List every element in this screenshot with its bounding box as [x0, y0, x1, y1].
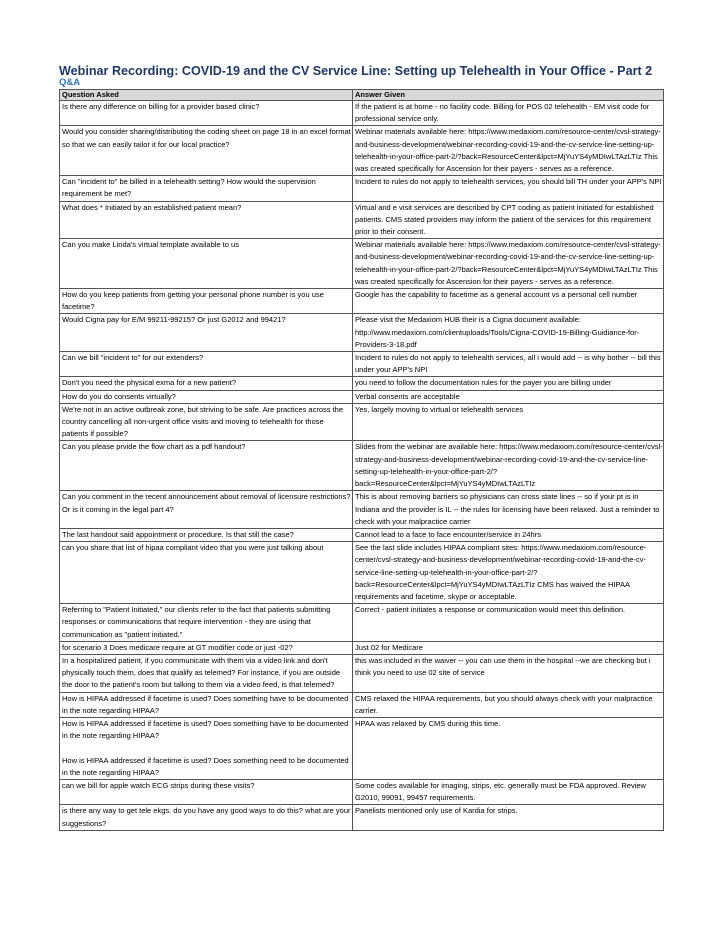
- question-cell: is there any way to get tele ekgs. do you have any good ways to do this? what are your suggestions?: [60, 805, 353, 830]
- answer-cell: Just 02 for Medicare: [353, 641, 664, 654]
- answer-cell: Virtual and e visit services are described by CPT coding as patient initiated for established patients. CMS stated providers may inform the patient of the services for this requirement prior to their consent.: [353, 201, 664, 239]
- table-row: [60, 528, 664, 541]
- question-cell: Can we bill "incident to" for our extenders?: [60, 352, 353, 377]
- answer-cell: Please visit the Medaxiom HUB their is a Cigna document available: http://www.medaxiom.com/clientuploads/Tools/Cigna-COVID-19-Billing-Guidiance-for-Providers-3-18.pdf: [353, 314, 664, 352]
- document-page: [59, 64, 663, 831]
- column-header-answer: Answer Given: [353, 90, 664, 101]
- answer-cell: Slides from the webinar are available here: https://www.medaxiom.com/resource-center/cvsl-strategy-and-business-development/webinar-recording-covid-19-and-the-cv-service-line-setting-up-telehealth-in-your-office-part-2/?back=ResourceCenter&lpct=MjYuYS4yMDIwLTAzLTIz: [353, 441, 664, 491]
- table-row: [60, 542, 664, 604]
- question-cell: Don't you need the physical exma for a new patient?: [60, 377, 353, 390]
- answer-cell: Cannot lead to a face to face encounter/service in 24hrs: [353, 528, 664, 541]
- answer-cell: this was included in the waiver -- you can use them in the hospital --we are checking but i think you need to use 02 site of service: [353, 654, 664, 692]
- table-row: [60, 641, 664, 654]
- answer-cell: you need to follow the documentation rules for the payer you are billing under: [353, 377, 664, 390]
- table-row: [60, 717, 664, 779]
- table-row: [60, 805, 664, 830]
- table-row: [60, 491, 664, 529]
- question-cell: In a hospitalized patient, if you communicate with them via a video link and don't physically touch them, does that qualify as telemed? For instance, if you are outside the door to the patient's room but talking to them via a video feed, is that telemed?: [60, 654, 353, 692]
- question-cell: Referring to "Patient Initiated," our clients refer to the fact that patients submitting responses or communications that require intervention - they are using that communication as "patient initiated.": [60, 604, 353, 642]
- page-subtitle: Q&A: [59, 77, 81, 88]
- question-cell: The last handout said appointment or procedure. Is that still the case?: [60, 528, 353, 541]
- question-cell: Would Cigna pay for E/M 99211-99215? Or just G2012 and 99421?: [60, 314, 353, 352]
- question-cell: Can "incident to" be billed in a telehealth setting? How would the supervision requirement be met?: [60, 176, 353, 201]
- answer-cell: Google has the capability to facetime as a general account vs a personal cell number: [353, 289, 664, 314]
- answer-cell: Webinar materials available here: https://www.medaxiom.com/resource-center/cvsl-strategy-and-business-development/webinar-recording-covid-19-and-the-cv-service-line-setting-up-telehealth-in-your-office-part-2/?back=ResourceCenter&lpct=MjYuYS4yMDIwLTAzLTIz This was created specifically for Ascension for their payers - serves as a reference.: [353, 126, 664, 176]
- question-cell: Can you comment in the recent announcement about removal of licensure restrictions? Or is it coming in the legal part 4?: [60, 491, 353, 529]
- table-body: [60, 101, 664, 831]
- table-row: [60, 390, 664, 403]
- answer-cell: Verbal consents are acceptable: [353, 390, 664, 403]
- question-cell: How is HIPAA addressed if facetime is used? Does something have to be documented in the note regarding HIPAA?: [60, 692, 353, 717]
- table-row: [60, 314, 664, 352]
- answer-cell: Incident to rules do not apply to telehealth services, all i would add -- is why bother -- bill this under your APP's NPI: [353, 352, 664, 377]
- table-row: [60, 176, 664, 201]
- table-row: [60, 289, 664, 314]
- table-row: [60, 101, 664, 126]
- answer-cell: Some codes available for imaging, strips, etc. generally must be FDA approved. Review G2010, 99091, 99457 requirements.: [353, 779, 664, 804]
- qa-table: [59, 89, 664, 831]
- question-cell: How do you do consents virtually?: [60, 390, 353, 403]
- table-row: [60, 403, 664, 441]
- table-row: [60, 692, 664, 717]
- table-row: [60, 654, 664, 692]
- question-cell: can we bill for apple watch ECG strips during these visits?: [60, 779, 353, 804]
- question-cell: We're not in an active outbreak zone, but striving to be safe. Are practices across the country cancelling all non-urgent office visits and moving to telehealth for those patients if possible?: [60, 403, 353, 441]
- question-cell: What does * Initiated by an established patient mean?: [60, 201, 353, 239]
- answer-cell: This is about removing barriers so physicians can cross state lines -- so if your pt is in Indiana and the provider is IL -- the rules for licensing have been relaxed. Just a reminder to check with your malpractice carrier: [353, 491, 664, 529]
- question-cell: Can you make Linda's virtual template available to us: [60, 239, 353, 289]
- table-row: [60, 126, 664, 176]
- answer-cell: HPAA was relaxed by CMS during this time.: [353, 717, 664, 779]
- question-cell: Would you consider sharing/distributing the coding sheet on page 18 in an excel format so that we can easily tailor it for our local practice?: [60, 126, 353, 176]
- question-cell: How do you keep patients from getting your personal phone number is you use facetime?: [60, 289, 353, 314]
- answer-cell: If the patient is at home - no facility code. Billing for POS 02 telehealth - EM visit code for professional service only.: [353, 101, 664, 126]
- question-cell: Can you please prvide the flow chart as a pdf handout?: [60, 441, 353, 491]
- answer-cell: Webinar materials available here: https://www.medaxiom.com/resource-center/cvsl-strategy-and-business-development/webinar-recording-covid-19-and-the-cv-service-line-setting-up-telehealth-in-your-office-part-2/?back=ResourceCenter&lpct=MjYuYS4yMDIwLTAzLTIz This was created specifically for Ascension for their payers - serves as a reference.: [353, 239, 664, 289]
- answer-cell: Panelists mentioned only use of Kardia for strips.: [353, 805, 664, 830]
- answer-cell: See the last slide includes HIPAA compliant sites: https://www.medaxiom.com/resource-center/cvsl-strategy-and-business-development/webinar-recording-covid-19-and-the-cv-service-line-setting-up-telehealth-in-your-office-part-2/?back=ResourceCenter&lpct=MjYuYS4yMDIwLTAzLTIz CMS has waived the HIPAA requirements and facetime, skype or acceptable.: [353, 542, 664, 604]
- table-row: [60, 441, 664, 491]
- answer-cell: Correct - patient initiates a response or communication would meet this definition.: [353, 604, 664, 642]
- question-cell: Is there any difference on billing for a provider based clinic?: [60, 101, 353, 126]
- answer-cell: CMS relaxed the HIPAA requirements, but you should always check with your malpractice carrier.: [353, 692, 664, 717]
- column-header-question: Question Asked: [60, 90, 353, 101]
- answer-cell: Yes, largely moving to virtual or telehealth services: [353, 403, 664, 441]
- page-title: Webinar Recording: COVID-19 and the CV Service Line: Setting up Telehealth in Your Office - Part 2: [59, 64, 653, 78]
- table-header-row: [60, 90, 664, 101]
- answer-cell: Incident to rules do not apply to telehealth services, you should bill TH under your APP's NPI: [353, 176, 664, 201]
- question-cell: How is HIPAA addressed if facetime is used? Does something have to be documented in the note regarding HIPAA? How is HIPAA addressed if facetime is used? Does something need to be documented in the note regarding HIPAA?: [60, 717, 353, 779]
- question-cell: for scenario 3 Does medicare require at GT modifier code or just -02?: [60, 641, 353, 654]
- table-row: [60, 779, 664, 804]
- table-row: [60, 201, 664, 239]
- table-row: [60, 239, 664, 289]
- table-row: [60, 604, 664, 642]
- table-row: [60, 352, 664, 377]
- question-cell: can you share that list of hipaa compliant video that you were just talking about: [60, 542, 353, 604]
- table-row: [60, 377, 664, 390]
